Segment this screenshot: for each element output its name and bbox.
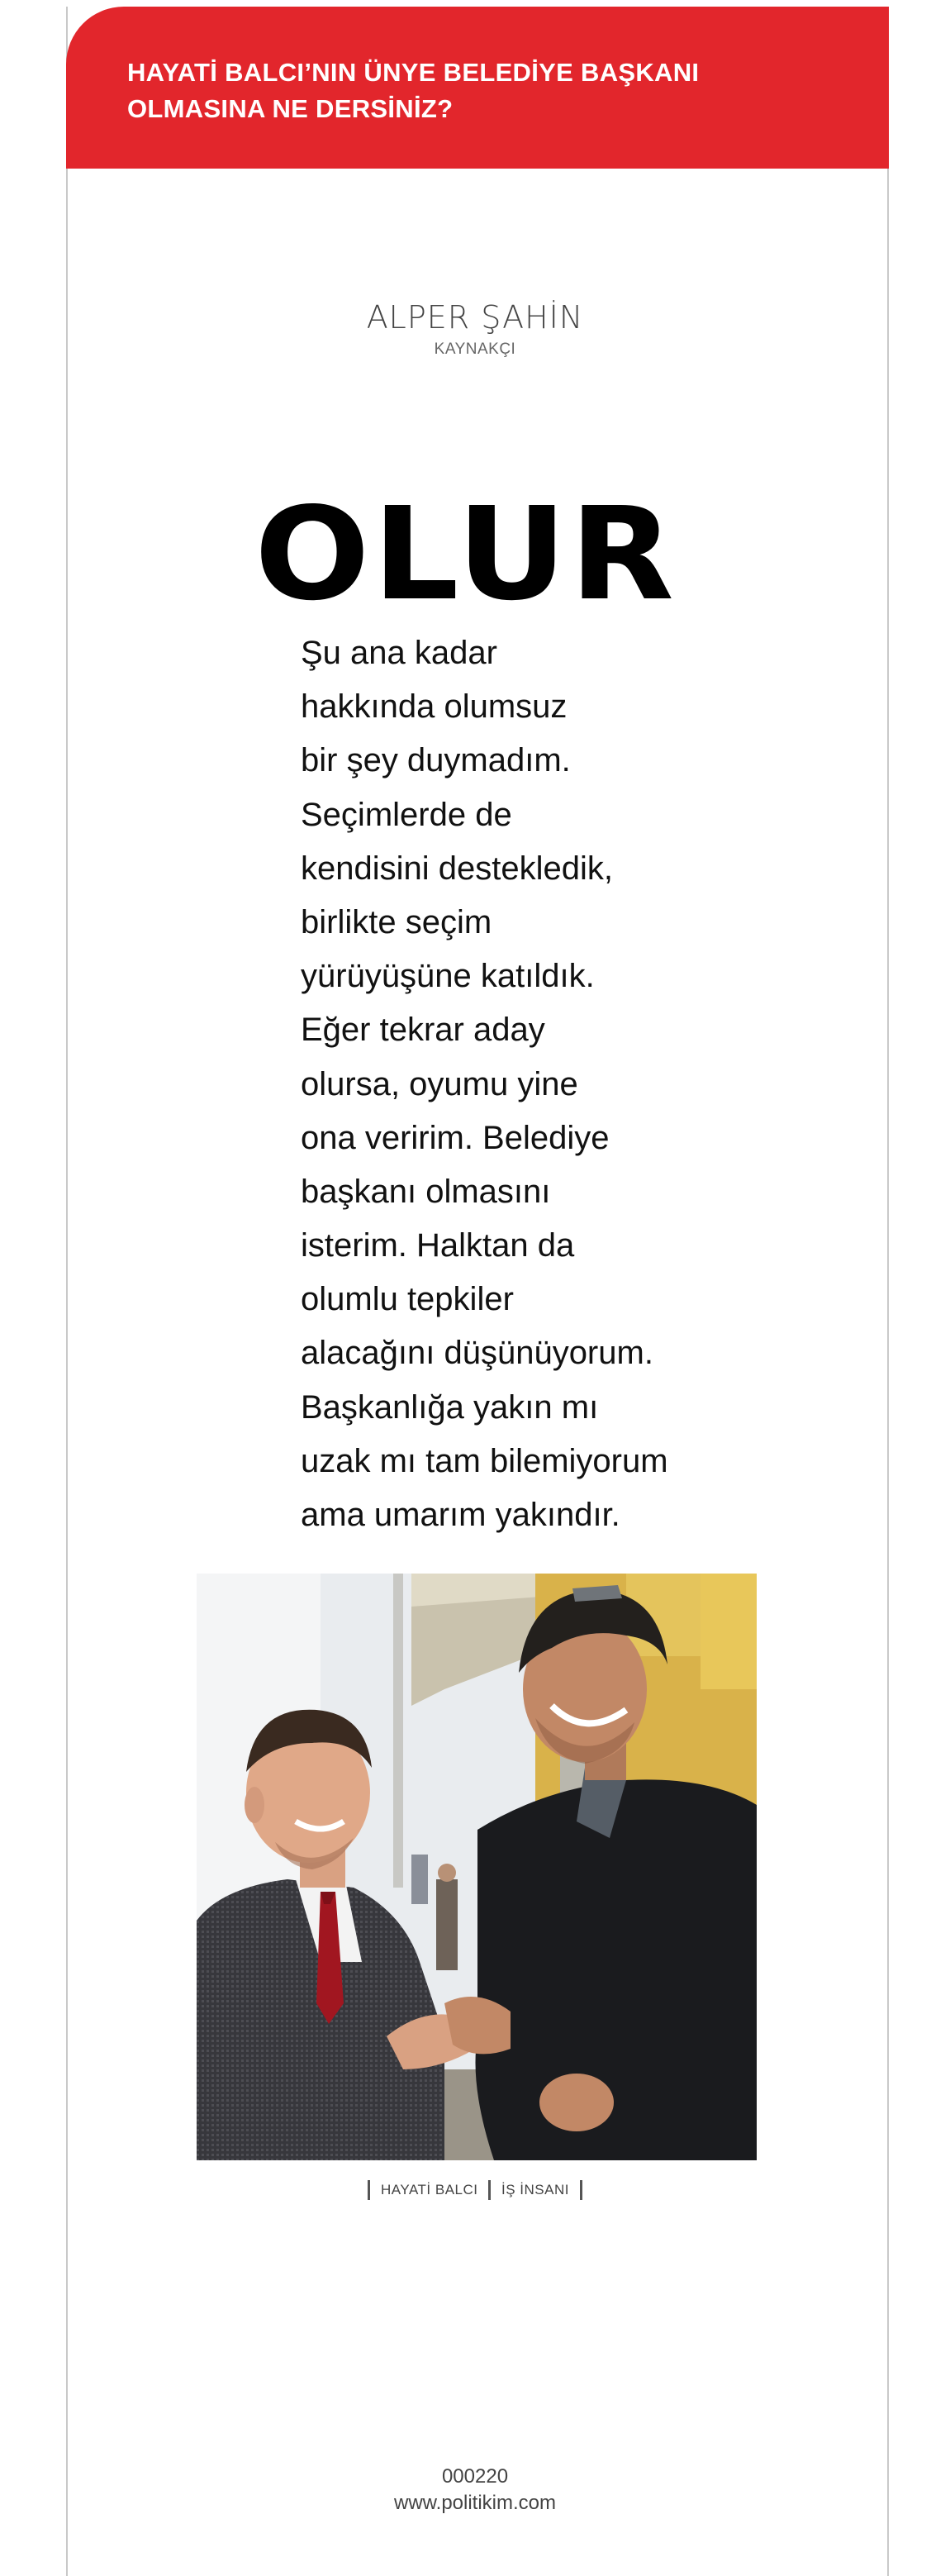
caption-person-title: İŞ İNSANI [501, 2182, 569, 2197]
question-title-line-1: HAYATİ BALCI’NIN ÜNYE BELEDİYE BAŞKANI [127, 58, 700, 87]
quote-line: Seçimlerde de [301, 796, 512, 833]
handshake-photo-illustration [197, 1574, 757, 2160]
caption-divider [368, 2180, 370, 2200]
caption-person-name: HAYATİ BALCI [381, 2182, 478, 2197]
quote-line: başkanı olmasını [301, 1173, 551, 1210]
quote-line: olursa, oyumu yine [301, 1065, 578, 1102]
page-code: 000220 [441, 2465, 509, 2488]
respondent-occupation: KAYNAKÇI [434, 340, 516, 358]
handshake-photo [197, 1574, 757, 2160]
quote-line: Başkanlığa yakın mı [301, 1388, 599, 1426]
quote-line: ama umarım yakındır. [301, 1497, 620, 1533]
quote-line: Eğer tekrar aday [301, 1012, 545, 1049]
quote-line: Şu ana kadar [301, 635, 497, 671]
quote-line: olumlu tepkiler [301, 1281, 514, 1318]
answer-headline: OLUR [254, 479, 677, 629]
photo-caption [0, 2180, 950, 2200]
quote-line: isterim. Halktan da [301, 1227, 575, 1264]
question-title [127, 55, 805, 127]
page-footer [0, 2464, 950, 2517]
respondent [0, 299, 950, 359]
caption-divider [488, 2180, 491, 2200]
quote-line: ona veririm. Belediye [301, 1119, 610, 1156]
quote-line: bir şey duymadım. [301, 742, 571, 779]
quote-line: uzak mı tam bilemiyorum [301, 1442, 668, 1479]
quote-line: yürüyüşüne katıldık. [301, 958, 595, 995]
question-banner [66, 7, 889, 169]
caption-divider [580, 2180, 582, 2200]
site-url: www.politikim.com [393, 2492, 557, 2514]
quote-line: hakkında olumsuz [301, 688, 568, 726]
respondent-name: ALPER ŞAHİN [366, 299, 584, 336]
quote-text [301, 626, 681, 1542]
question-title-line-2: OLMASINA NE DERSİNİZ? [127, 94, 454, 123]
quote-line: kendisini destekledik, [301, 850, 613, 887]
quote-line: birlikte seçim [301, 903, 492, 940]
quote-line: alacağını düşünüyorum. [301, 1335, 653, 1372]
